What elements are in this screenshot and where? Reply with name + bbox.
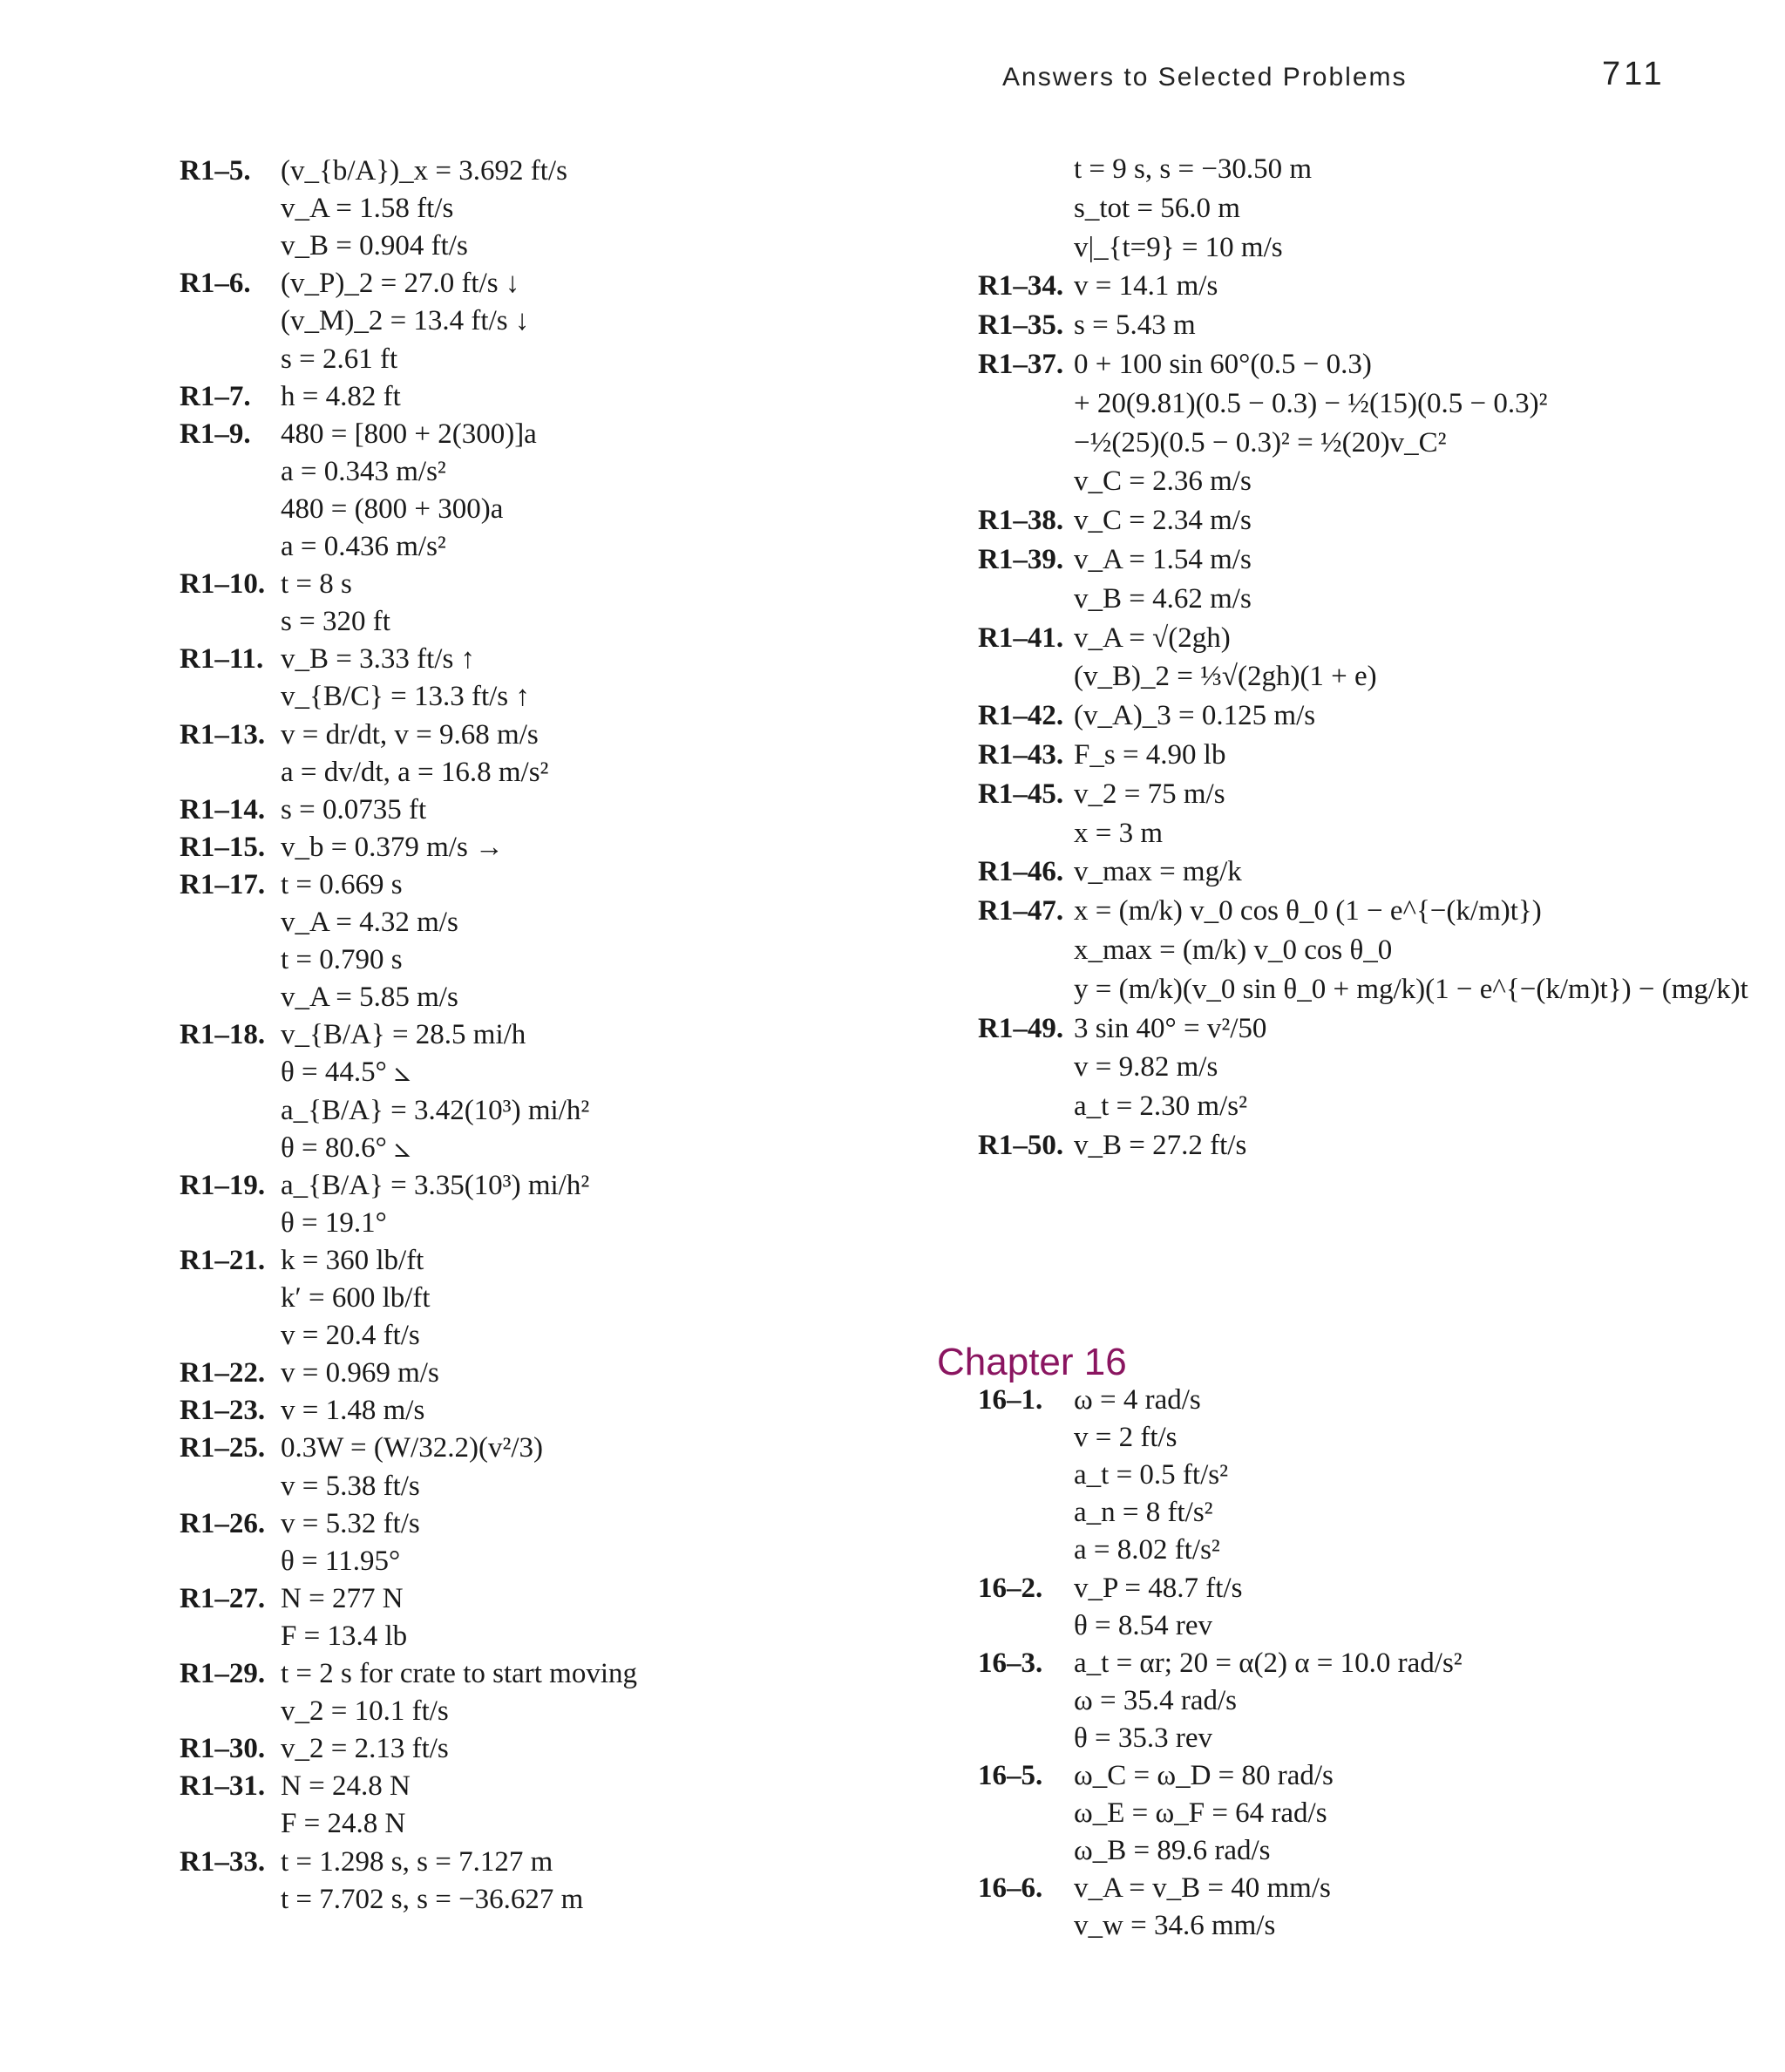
problem-number: R1–19. [180,1169,266,1201]
answer-line: s = 0.0735 ft [281,793,427,825]
answer-line: t = 0.790 s [281,944,403,976]
problem-number: R1–7. [180,380,251,412]
problem-number: R1–9. [180,418,251,450]
answer-line: t = 0.669 s [281,868,403,900]
answer-line: x = (m/k) v_0 cos θ_0 (1 − e^{−(k/m)t}) [1074,895,1542,927]
answer-line: v_A = v_B = 40 mm/s [1074,1872,1331,1905]
answer-line: ω = 35.4 rad/s [1074,1684,1237,1716]
answer-line: a_{B/A} = 3.42(10³) mi/h² [281,1094,590,1126]
answer-line: a = dv/dt, a = 16.8 m/s² [281,756,549,788]
answer-line: v_w = 34.6 mm/s [1074,1910,1276,1942]
answer-line: v_A = √(2gh) [1074,622,1231,654]
problem-number: R1–45. [978,778,1064,810]
problem-number: R1–10. [180,568,266,601]
answer-line: a_t = 0.5 ft/s² [1074,1459,1228,1491]
problem-number: R1–22. [180,1357,266,1389]
answer-line: v_{B/A} = 28.5 mi/h [281,1019,526,1051]
problem-number: R1–17. [180,868,266,900]
answer-line: ω_E = ω_F = 64 rad/s [1074,1797,1327,1830]
problem-number: R1–42. [978,700,1064,732]
answer-line: v = 14.1 m/s [1074,270,1218,302]
answer-line: v = 0.969 m/s [281,1357,439,1389]
page-number: 711 [1602,56,1666,92]
answer-line: t = 9 s, s = −30.50 m [1074,153,1313,185]
answer-line: v_B = 4.62 m/s [1074,582,1252,615]
problem-number: R1–6. [180,268,251,300]
answer-line: y = (m/k)(v_0 sin θ_0 + mg/k)(1 − e^{−(k/m)t}) − (mg/k)t [1074,973,1748,1005]
chapter-heading: Chapter 16 [937,1341,1127,1383]
answer-line: v_b = 0.379 m/s → [281,831,505,863]
answer-line: θ = 35.3 rev [1074,1722,1213,1754]
answer-line: v_A = 5.85 m/s [281,982,458,1014]
answer-line: N = 24.8 N [281,1770,411,1803]
problem-number: R1–30. [180,1733,266,1765]
answer-line: t = 1.298 s, s = 7.127 m [281,1845,553,1878]
answer-line: (v_M)_2 = 13.4 ft/s ↓ [281,305,530,337]
problem-number: R1–5. [180,155,251,187]
answer-line: t = 8 s [281,568,352,601]
answer-line: s = 320 ft [281,606,390,638]
answer-line: N = 277 N [281,1582,404,1614]
problem-number: R1–43. [978,739,1064,771]
problem-number: R1–35. [978,309,1064,342]
answer-line: ω_C = ω_D = 80 rad/s [1074,1760,1334,1791]
answer-line: v_C = 2.36 m/s [1074,465,1252,498]
answer-line: t = 7.702 s, s = −36.627 m [281,1883,584,1915]
answer-line: s_tot = 56.0 m [1074,192,1240,224]
problem-number: 16–3. [978,1647,1043,1679]
problem-number: R1–11. [180,643,264,676]
problem-number: R1–18. [180,1019,266,1051]
problem-number: R1–37. [978,349,1064,380]
answer-line: θ = 19.1° [281,1206,387,1239]
answer-line: h = 4.82 ft [281,380,401,412]
answer-line: θ = 44.5° ⦣ [281,1056,411,1089]
problem-number: R1–31. [180,1770,266,1803]
answer-line: F = 13.4 lb [281,1620,408,1652]
answer-line: a = 0.343 m/s² [281,455,446,487]
answer-line: 480 = [800 + 2(300)]a [281,418,537,450]
answer-line: −½(25)(0.5 − 0.3)² = ½(20)v_C² [1074,426,1447,459]
problem-number: R1–34. [978,270,1064,302]
answer-line: a_t = αr; 20 = α(2) α = 10.0 rad/s² [1074,1647,1463,1679]
answer-line: v_B = 0.904 ft/s [281,230,468,262]
answer-line: v = 20.4 ft/s [281,1320,420,1352]
answer-line: v = 1.48 m/s [281,1395,425,1427]
answer-line: a = 8.02 ft/s² [1074,1534,1220,1566]
answer-line: (v_P)_2 = 27.0 ft/s ↓ [281,268,520,300]
answer-line: v_C = 2.34 m/s [1074,505,1252,537]
answer-line: (v_B)_2 = ⅓√(2gh)(1 + e) [1074,661,1377,693]
problem-number: R1–46. [978,856,1064,888]
answer-line: v = 5.38 ft/s [281,1470,420,1502]
answer-line: v|_{t=9} = 10 m/s [1074,231,1283,263]
answer-line: 3 sin 40° = v²/50 [1074,1012,1267,1044]
answer-line: s = 5.43 m [1074,309,1196,342]
answer-line: v_P = 48.7 ft/s [1074,1572,1243,1604]
problem-number: R1–50. [978,1130,1064,1161]
answer-line: v_2 = 75 m/s [1074,778,1225,810]
answer-line: a_n = 8 ft/s² [1074,1497,1213,1529]
answer-line: (v_A)_3 = 0.125 m/s [1074,700,1316,732]
answer-line: x = 3 m [1074,817,1164,849]
answer-line: s = 2.61 ft [281,343,398,375]
answer-line: v = dr/dt, v = 9.68 m/s [281,718,539,751]
answer-line: (v_{b/A})_x = 3.692 ft/s [281,155,567,187]
answer-line: ω_B = 89.6 rad/s [1074,1835,1271,1867]
problem-number: R1–41. [978,622,1064,654]
answer-line: ω = 4 rad/s [1074,1384,1201,1416]
problem-number: R1–29. [180,1658,266,1689]
problem-number: R1–14. [180,793,266,825]
problem-number: R1–39. [978,544,1064,575]
problem-number: R1–23. [180,1395,266,1427]
answer-line: θ = 80.6° ⦣ [281,1131,411,1164]
answer-line: v = 2 ft/s [1074,1422,1178,1454]
answer-line: a = 0.436 m/s² [281,531,446,562]
problem-number: 16–5. [978,1760,1043,1791]
answer-line: v = 5.32 ft/s [281,1507,420,1539]
answer-line: θ = 11.95° [281,1545,401,1577]
answer-line: v_2 = 2.13 ft/s [281,1733,449,1765]
problem-number: R1–33. [180,1845,266,1878]
problem-number: 16–1. [978,1384,1043,1416]
answer-line: x_max = (m/k) v_0 cos θ_0 [1074,934,1393,966]
answer-line: a_{B/A} = 3.35(10³) mi/h² [281,1169,590,1201]
answer-line: θ = 8.54 rev [1074,1609,1213,1641]
answer-line: a_t = 2.30 m/s² [1074,1090,1247,1123]
answer-line: v_A = 1.54 m/s [1074,544,1252,575]
answer-line: v_A = 4.32 m/s [281,907,458,938]
answer-line: F = 24.8 N [281,1808,406,1840]
problem-number: R1–38. [978,505,1064,537]
problem-number: R1–21. [180,1244,266,1276]
answer-line: v_A = 1.58 ft/s [281,193,454,225]
answer-line: v_2 = 10.1 ft/s [281,1695,449,1728]
answer-line: v_B = 27.2 ft/s [1074,1130,1247,1161]
problem-number: R1–47. [978,895,1064,927]
answer-line: 480 = (800 + 300)a [281,493,504,525]
running-title: Answers to Selected Problems [1002,63,1408,92]
answer-line: 0 + 100 sin 60°(0.5 − 0.3) [1074,349,1372,380]
answer-line: t = 2 s for crate to start moving [281,1658,638,1689]
answer-line: v_B = 3.33 ft/s ↑ [281,643,476,676]
problem-number: R1–25. [180,1432,266,1464]
problem-number: 16–6. [978,1872,1043,1905]
answer-line: v_{B/C} = 13.3 ft/s ↑ [281,681,530,713]
answer-line: F_s = 4.90 lb [1074,739,1226,771]
answer-line: v_max = mg/k [1074,856,1242,888]
answer-line: k = 360 lb/ft [281,1244,424,1276]
problem-number: R1–49. [978,1012,1064,1044]
problem-number: R1–27. [180,1582,266,1614]
problem-number: R1–13. [180,718,266,751]
problem-number: R1–26. [180,1507,266,1539]
answer-line: v = 9.82 m/s [1074,1051,1218,1084]
problem-number: 16–2. [978,1572,1043,1604]
problem-number: R1–15. [180,831,266,863]
answer-line: k′ = 600 lb/ft [281,1282,431,1314]
answer-line: 0.3W = (W/32.2)(v²/3) [281,1432,543,1464]
answer-line: + 20(9.81)(0.5 − 0.3) − ½(15)(0.5 − 0.3)² [1074,387,1548,419]
